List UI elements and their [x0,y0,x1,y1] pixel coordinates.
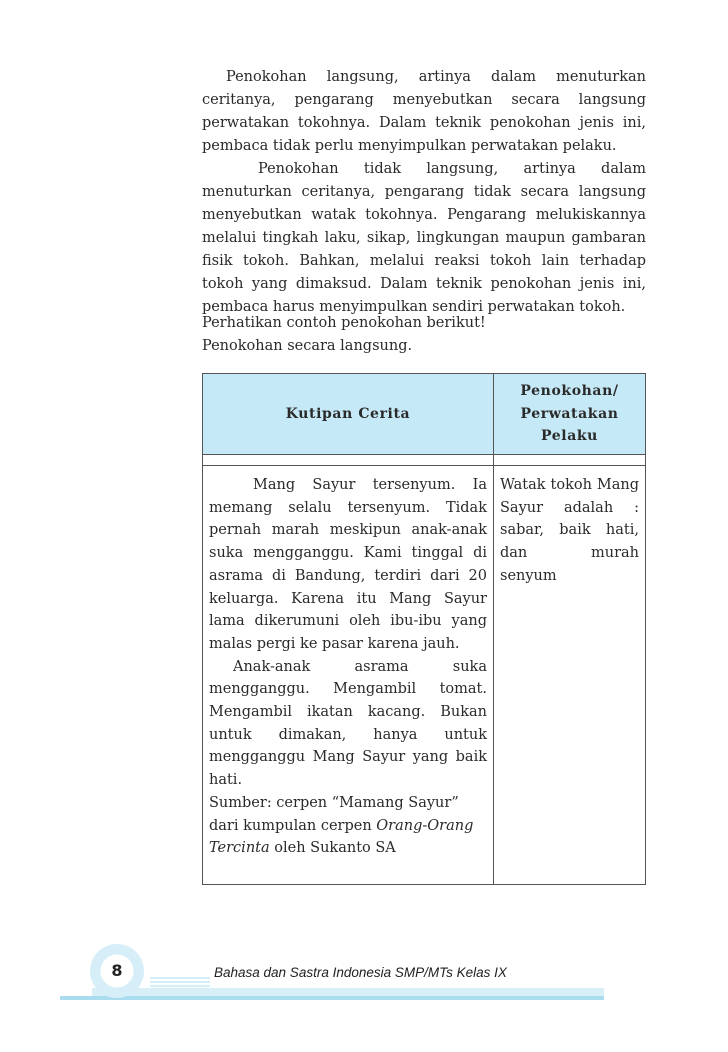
quote-source [209,792,487,860]
example-intro [202,312,646,358]
source-title: Orang-Orang Tercinta [209,817,474,857]
source-suffix: oleh Sukanto SA [269,840,396,857]
body-text [202,66,646,319]
characterization-text: Watak tokoh Mang Sayur adalah : sabar, baik hati, dan murah senyum [500,477,639,584]
table-row [203,466,646,885]
quote-paragraph-1: Mang Sayur tersenyum. Ia memang selalu tersenyum. Tidak pernah marah meskipun anak-anak suka mengganggu. Kami tinggal di asrama di Bandung, terdiri dari 20 keluarga. Karena itu Mang Sayur lama dikerumuni oleh ibu-ibu yang malas pergi ke pasar karena jauh. [209,477,487,652]
example-type: Penokohan secara langsung. [202,338,413,354]
paragraph-direct-characterization: Penokohan langsung, artinya dalam menuturkan ceritanya, pengarang menyebutkan secara langsung perwatakan tokohnya. Dalam teknik penokohan jenis ini, pembaca tidak perlu menyimpulkan perwatakan pelaku. [202,69,646,154]
table-header-row [203,374,646,455]
quote-paragraph-2: Anak-anak asrama suka mengganggu. Mengambil tomat. Mengambil ikatan kacang. Bukan untuk dimakan, hanya untuk mengganggu Mang Sayur yang baik hati. [209,658,487,789]
paragraph-indirect-characterization: Penokohan tidak langsung, artinya dalam menuturkan ceritanya, pengarang tidak secara langsung menyebutkan watak tokohnya. Pengarang melukiskannya melalui tingkah laku, sikap, lingkungan maupun gambaran fisik tokoh. Bahkan, melalui reaksi tokoh lain terhadap tokoh yang dimaksud. Dalam teknik penokohan jenis ini, pembaca harus menyimpulkan sendiri perwatakan tokoh. [202,161,646,315]
page-number: 8 [111,960,123,980]
example-instruction: Perhatikan contoh penokohan berikut! [202,315,486,331]
footer-lines-decoration [150,975,210,989]
header-characterization: Penokohan/ Perwatakan Pelaku [494,374,646,455]
characterization-cell [494,466,646,885]
quote-cell [203,466,494,885]
source-prefix: Sumber: cerpen “Mamang Sayur” dari kumpulan cerpen [209,794,459,834]
characterization-table [202,373,646,885]
book-title: Bahasa dan Sastra Indonesia SMP/MTs Kelas IX [214,965,507,980]
header-quote: Kutipan Cerita [203,374,494,455]
footer-bar [92,988,604,996]
footer-underline [60,996,604,1000]
table-spacer-row [203,455,646,466]
page-number-badge [90,944,144,998]
